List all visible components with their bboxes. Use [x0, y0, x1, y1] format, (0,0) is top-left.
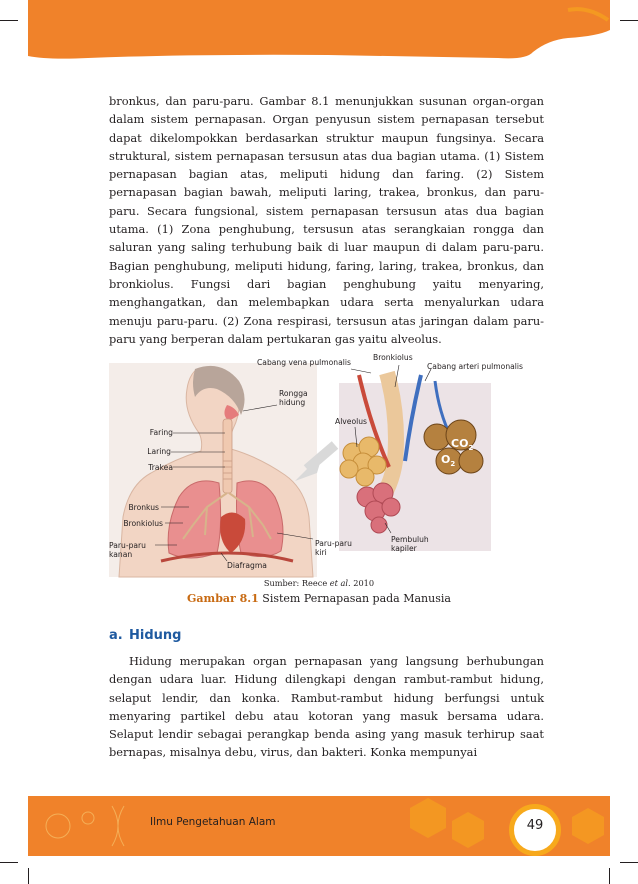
page-number: 49 — [526, 818, 544, 833]
label-cabang-arteri: Cabang arteri pulmonalis — [427, 362, 523, 371]
label-paru-kanan: Paru-paru kanan — [109, 541, 146, 559]
section-number: a. — [109, 628, 123, 643]
body-paragraph-1: bronkus, dan paru-paru. Gambar 8.1 menunjukkan susunan organ-organ dalam sistem pernapasan. Organ penyusun sistem pernapasan tersebut dapat dikelompokkan berdasarkan struktur maupun fungsinya. Secara struktural, sistem pernapasan tersusun atas dua bagian utama. (1) Sistem pernapasan bagian atas, meliputi hidung dan faring. (2) Sistem pernapasan bagian bawah, meliputi laring, trakea, bronkus, dan paru-paru. Secara fungsional, sistem pernapasan tersusun atas dua bagian utama. (1) Zona penghubung, tersusun atas serangkaian rongga dan saluran yang saling terhubung baik di luar maupun di dalam paru-paru. Bagian penghubung, meliputi hidung, faring, laring, trakea, bronkus, dan bronkiolus. Fungsi dari bagian penghubung yaitu menyaring, menghangatkan, dan melembapkan udara serta menyalurkan udara menuju paru-paru. (2) Zona respirasi, tersusun atas jaringan dalam paru-paru yang berperan dalam pertukaran gas yaitu alveolus. — [109, 94, 544, 346]
footer-book-title: Ilmu Pengetahuan Alam — [150, 816, 276, 828]
caption-label: Gambar 8.1 — [187, 592, 259, 605]
label-faring: Faring — [149, 428, 173, 437]
crop-mark-tl-h — [0, 20, 18, 21]
section-title: Hidung — [129, 628, 182, 643]
label-laring: Laring — [147, 447, 171, 456]
label-bronkiolus-left: Bronkiolus — [123, 519, 163, 528]
crop-mark-bl-h — [0, 862, 18, 863]
label-paru-kiri: Paru-paru kiri — [315, 539, 352, 557]
crop-mark-br-h — [620, 862, 638, 863]
respiratory-figure — [109, 353, 539, 579]
label-trakea: Trakea — [148, 463, 173, 472]
section-heading — [109, 628, 181, 643]
figure-caption — [0, 592, 638, 605]
label-alveolus: Alveolus — [335, 417, 367, 426]
crop-mark-tr-h — [620, 20, 638, 21]
crop-mark-br-v — [609, 868, 610, 884]
figure-source: Sumber: Reece et al. 2010 — [263, 578, 375, 588]
crop-mark-bl-v — [28, 868, 29, 884]
caption-text: Sistem Pernapasan pada Manusia — [258, 592, 451, 605]
label-co2: $CO_2$ — [451, 437, 474, 453]
header-band — [28, 0, 610, 60]
label-o2: $O_2$ — [441, 453, 456, 469]
label-bronkiolus-top: Bronkiolus — [373, 353, 413, 362]
label-pembuluh-kapiler: Pembuluh kapiler — [391, 535, 429, 553]
body-paragraph-2: Hidung merupakan organ pernapasan yang langsung berhubungan dengan udara luar. Hidung dilengkapi dengan rambut-rambut hidung, selaput lendir, dan konka. Rambut-rambut hidung berfungsi untuk menyaring partikel debu atau kotoran yang masuk bersama udara. Selaput lendir sebagai perangkap benda asing yang masuk terhirup saat bernapas, misalnya debu, virus, dan bakteri. Konka mempunyai — [109, 654, 544, 760]
label-cabang-vena: Cabang vena pulmonalis — [257, 358, 351, 367]
label-rongga-hidung: Rongga hidung — [279, 389, 308, 407]
label-bronkus: Bronkus — [128, 503, 159, 512]
label-diafragma: Diafragma — [227, 561, 267, 570]
